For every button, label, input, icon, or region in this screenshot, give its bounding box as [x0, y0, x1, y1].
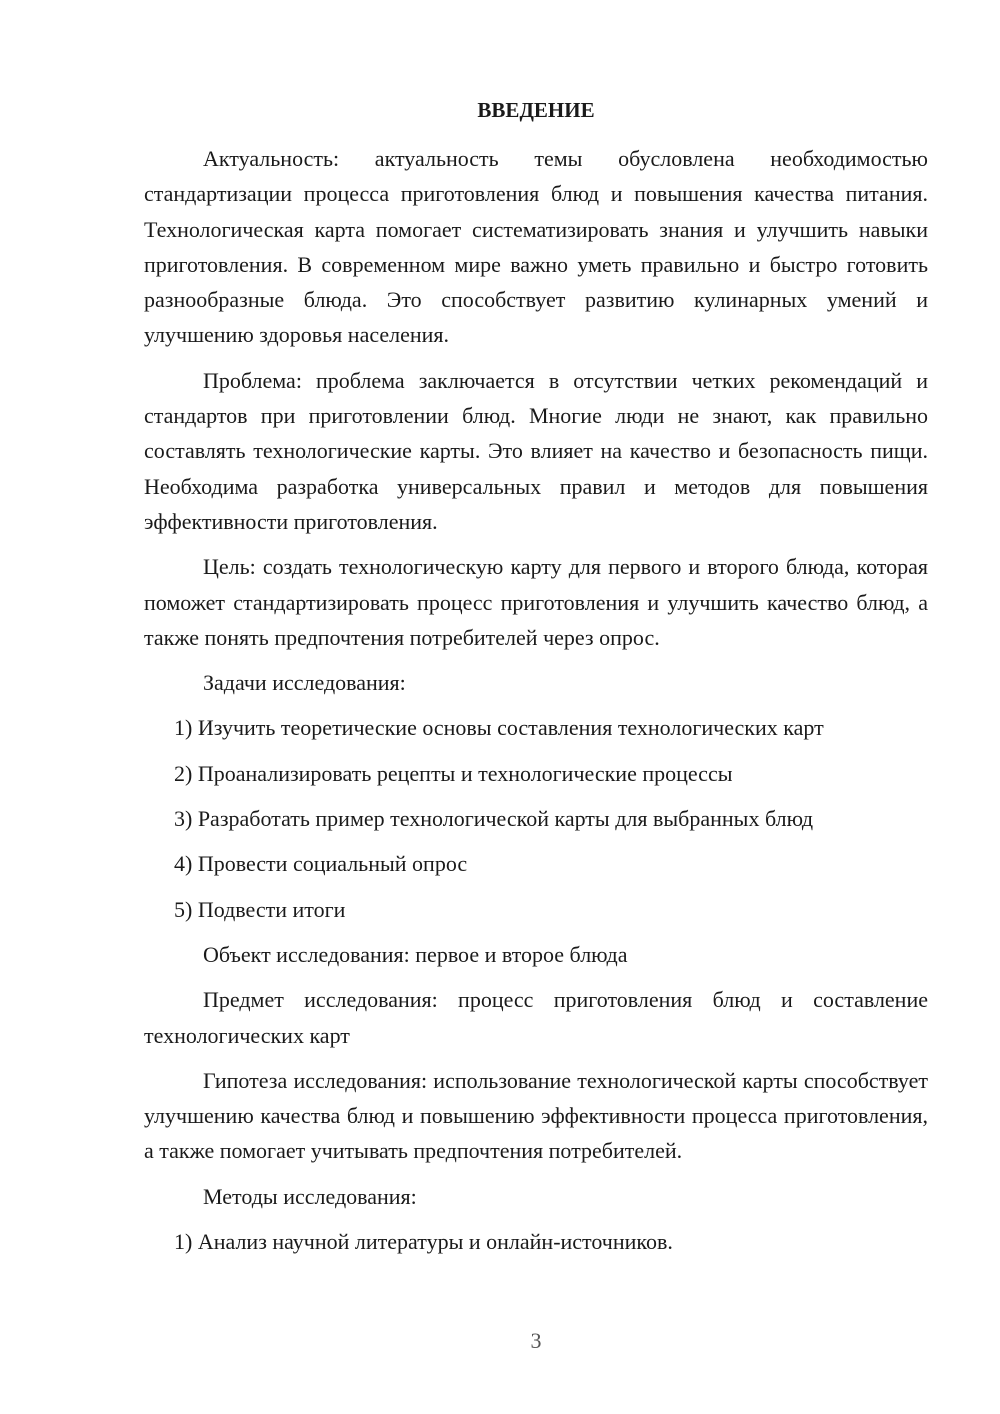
problem-paragraph: Проблема: проблема заключается в отсутствии четких рекомендаций и стандартов при приготовлении блюд. Многие люди не знают, как правильно составлять технологические карты. Это влияет на качество и безопасность пищи. Необходима разработка универсальных правил и методов для повышения эффективности приготовления.: [144, 367, 928, 534]
methods-heading: Методы исследования:: [203, 1183, 417, 1209]
list-item: 5) Подвести итоги: [174, 896, 346, 922]
relevance-paragraph: Актуальность: актуальность темы обусловлена необходимостью стандартизации процесса приготовления блюд и повышения качества питания. Технологическая карта помогает систематизировать знания и улучшить навыки приготовления. В современном мире важно уметь правильно и быстро готовить разнообразные блюда. Это способствует развитию кулинарных умений и улучшению здоровья населения.: [144, 146, 928, 348]
list-item: 1) Анализ научной литературы и онлайн-источников.: [174, 1229, 673, 1255]
list-item: 3) Разработать пример технологической карты для выбранных блюд: [174, 806, 814, 832]
tasks-heading: Задачи исследования:: [203, 670, 406, 696]
list-item: 1) Изучить теоретические основы составления технологических карт: [174, 715, 824, 741]
hypothesis-paragraph: Гипотеза исследования: использование технологической карты способствует улучшению качества блюд и повышению эффективности процесса приготовления, а также помогает учитывать предпочтения потребителей.: [144, 1067, 928, 1164]
goal-paragraph: Цель: создать технологическую карту для первого и второго блюда, которая поможет стандартизировать процесс приготовления и улучшить качество блюд, а также понять предпочтения потребителей через опрос.: [144, 554, 928, 650]
list-item: 2) Проанализировать рецепты и технологические процессы: [174, 760, 733, 786]
object-paragraph: Объект исследования: первое и второе блюда: [203, 941, 628, 967]
page-title: ВВЕДЕНИЕ: [477, 98, 595, 122]
page-number: 3: [530, 1328, 542, 1353]
list-item: 4) Провести социальный опрос: [174, 851, 468, 877]
subject-paragraph: Предмет исследования: процесс приготовления блюд и составление технологических карт: [144, 987, 928, 1048]
document-page: [144, 95, 928, 1269]
